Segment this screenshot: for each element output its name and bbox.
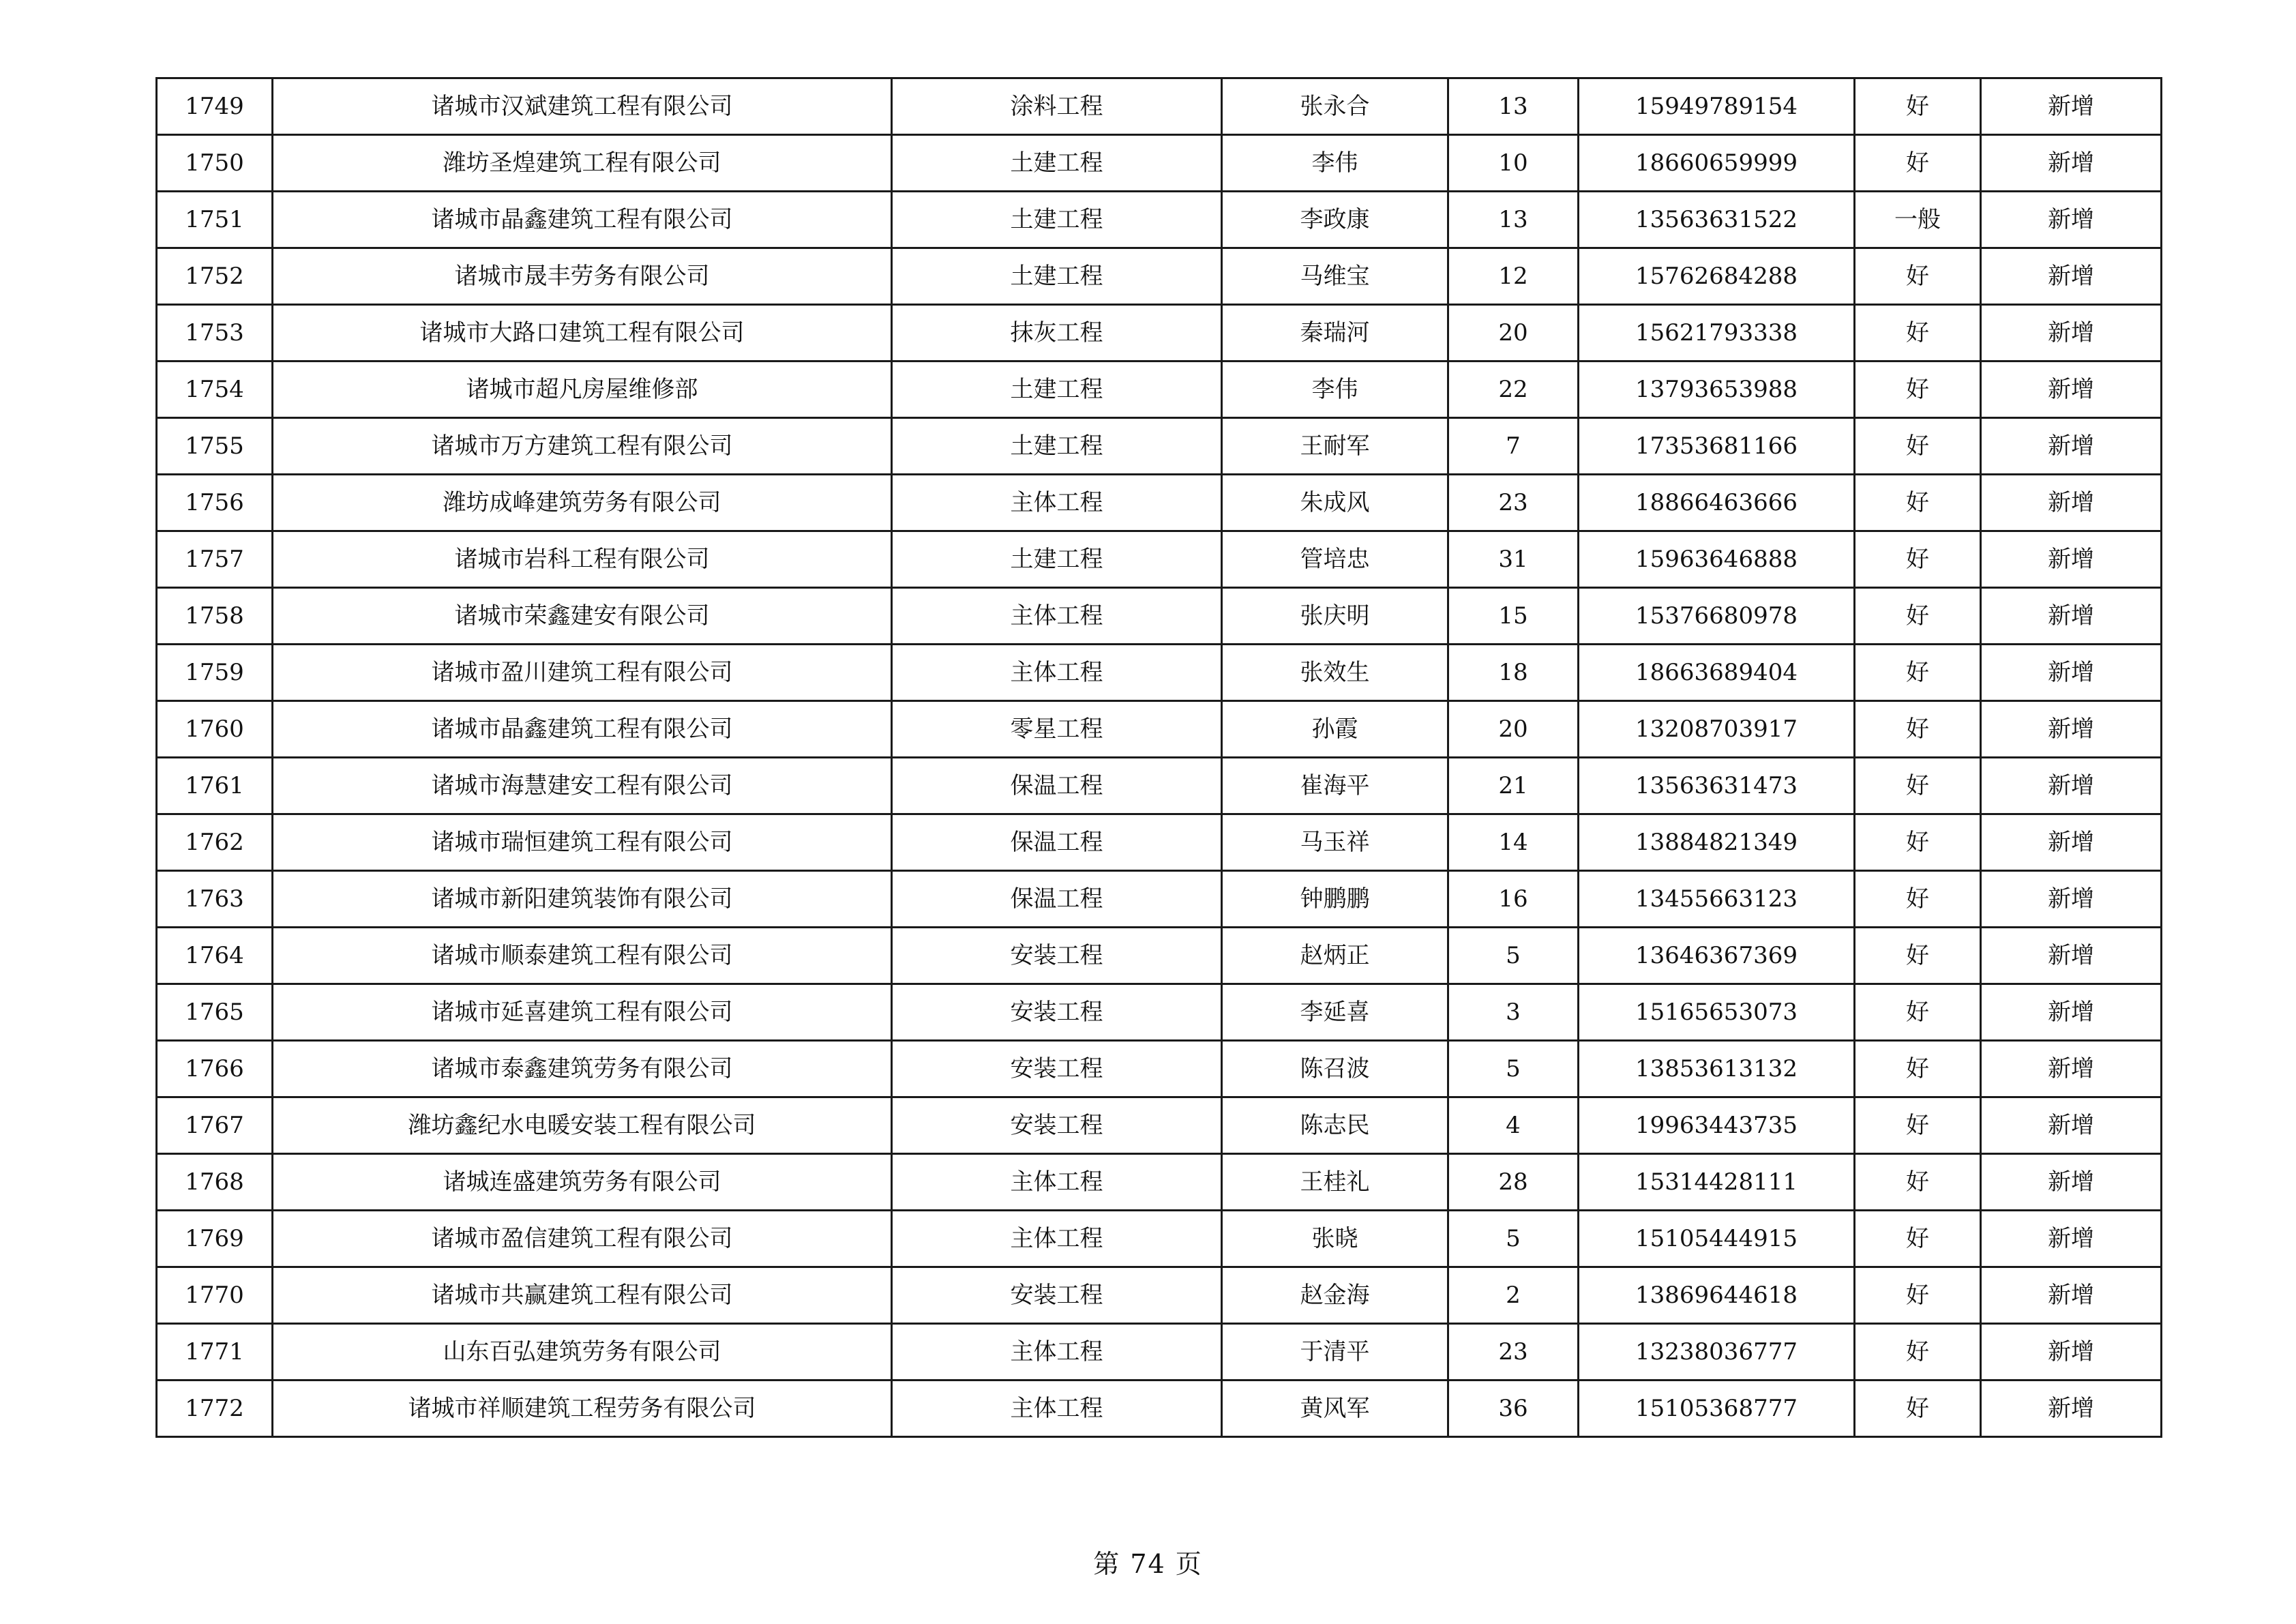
cell-phone: 19963443735: [1579, 1097, 1855, 1154]
cell-serial-no: 1762: [157, 814, 273, 871]
cell-phone: 15963646888: [1579, 531, 1855, 588]
cell-contact-person: 管培忠: [1222, 531, 1448, 588]
cell-work-type: 安装工程: [892, 1097, 1222, 1154]
table-row: [157, 871, 2162, 928]
cell-status: 新增: [1981, 192, 2162, 248]
table-row: [157, 928, 2162, 984]
cell-work-type: 主体工程: [892, 1154, 1222, 1211]
cell-phone: 17353681166: [1579, 418, 1855, 475]
cell-serial-no: 1750: [157, 135, 273, 192]
cell-contact-person: 张庆明: [1222, 588, 1448, 645]
cell-company-name: 诸城市泰鑫建筑劳务有限公司: [273, 1041, 892, 1097]
cell-contact-person: 赵炳正: [1222, 928, 1448, 984]
table-row: [157, 1211, 2162, 1267]
cell-contact-person: 马玉祥: [1222, 814, 1448, 871]
cell-contact-person: 张晓: [1222, 1211, 1448, 1267]
cell-serial-no: 1760: [157, 701, 273, 758]
cell-phone: 13869644618: [1579, 1267, 1855, 1324]
cell-company-name: 诸城市共赢建筑工程有限公司: [273, 1267, 892, 1324]
cell-serial-no: 1768: [157, 1154, 273, 1211]
cell-status: 新增: [1981, 701, 2162, 758]
table-row: [157, 135, 2162, 192]
cell-phone: 13238036777: [1579, 1324, 1855, 1381]
cell-contact-person: 于清平: [1222, 1324, 1448, 1381]
cell-work-type: 主体工程: [892, 475, 1222, 531]
cell-serial-no: 1757: [157, 531, 273, 588]
cell-contact-person: 李政康: [1222, 192, 1448, 248]
cell-count: 31: [1448, 531, 1579, 588]
table-row: [157, 361, 2162, 418]
page-number: 第 74 页: [1093, 1549, 1203, 1579]
cell-status: 新增: [1981, 135, 2162, 192]
cell-count: 21: [1448, 758, 1579, 814]
table-row: [157, 758, 2162, 814]
cell-count: 4: [1448, 1097, 1579, 1154]
cell-company-name: 潍坊成峰建筑劳务有限公司: [273, 475, 892, 531]
cell-count: 5: [1448, 1041, 1579, 1097]
cell-contact-person: 王桂礼: [1222, 1154, 1448, 1211]
cell-count: 23: [1448, 1324, 1579, 1381]
cell-count: 18: [1448, 645, 1579, 701]
cell-count: 10: [1448, 135, 1579, 192]
table-row: [157, 588, 2162, 645]
cell-count: 14: [1448, 814, 1579, 871]
cell-serial-no: 1766: [157, 1041, 273, 1097]
cell-rating: 好: [1855, 588, 1981, 645]
cell-contact-person: 钟鹏鹏: [1222, 871, 1448, 928]
cell-phone: 13208703917: [1579, 701, 1855, 758]
cell-count: 3: [1448, 984, 1579, 1041]
cell-company-name: 诸城市晶鑫建筑工程有限公司: [273, 192, 892, 248]
cell-phone: 18866463666: [1579, 475, 1855, 531]
cell-work-type: 零星工程: [892, 701, 1222, 758]
cell-serial-no: 1761: [157, 758, 273, 814]
table-row: [157, 814, 2162, 871]
cell-count: 2: [1448, 1267, 1579, 1324]
cell-company-name: 潍坊鑫纪水电暖安装工程有限公司: [273, 1097, 892, 1154]
cell-count: 28: [1448, 1154, 1579, 1211]
cell-serial-no: 1765: [157, 984, 273, 1041]
cell-contact-person: 王耐军: [1222, 418, 1448, 475]
cell-company-name: 诸城市祥顺建筑工程劳务有限公司: [273, 1381, 892, 1437]
cell-count: 36: [1448, 1381, 1579, 1437]
cell-contact-person: 赵金海: [1222, 1267, 1448, 1324]
cell-work-type: 抹灰工程: [892, 305, 1222, 361]
cell-status: 新增: [1981, 758, 2162, 814]
cell-serial-no: 1755: [157, 418, 273, 475]
cell-status: 新增: [1981, 871, 2162, 928]
cell-status: 新增: [1981, 984, 2162, 1041]
cell-serial-no: 1756: [157, 475, 273, 531]
cell-contact-person: 朱成风: [1222, 475, 1448, 531]
cell-phone: 18663689404: [1579, 645, 1855, 701]
cell-contact-person: 马维宝: [1222, 248, 1448, 305]
cell-company-name: 潍坊圣煌建筑工程有限公司: [273, 135, 892, 192]
table-row: [157, 1267, 2162, 1324]
cell-contact-person: 陈召波: [1222, 1041, 1448, 1097]
cell-rating: 好: [1855, 1324, 1981, 1381]
cell-rating: 好: [1855, 645, 1981, 701]
cell-company-name: 诸城市盈川建筑工程有限公司: [273, 645, 892, 701]
cell-status: 新增: [1981, 588, 2162, 645]
table-row: [157, 531, 2162, 588]
cell-serial-no: 1753: [157, 305, 273, 361]
cell-rating: 好: [1855, 1381, 1981, 1437]
table-row: [157, 1041, 2162, 1097]
cell-phone: 15762684288: [1579, 248, 1855, 305]
cell-contact-person: 秦瑞河: [1222, 305, 1448, 361]
cell-count: 5: [1448, 1211, 1579, 1267]
cell-company-name: 诸城市顺泰建筑工程有限公司: [273, 928, 892, 984]
cell-company-name: 诸城市晟丰劳务有限公司: [273, 248, 892, 305]
cell-serial-no: 1752: [157, 248, 273, 305]
cell-rating: 好: [1855, 984, 1981, 1041]
cell-serial-no: 1767: [157, 1097, 273, 1154]
cell-contact-person: 李伟: [1222, 361, 1448, 418]
cell-company-name: 诸城市延喜建筑工程有限公司: [273, 984, 892, 1041]
cell-rating: 好: [1855, 814, 1981, 871]
cell-rating: 好: [1855, 758, 1981, 814]
cell-phone: 13563631473: [1579, 758, 1855, 814]
cell-rating: 好: [1855, 475, 1981, 531]
cell-company-name: 诸城市新阳建筑装饰有限公司: [273, 871, 892, 928]
cell-company-name: 诸城市超凡房屋维修部: [273, 361, 892, 418]
cell-company-name: 诸城市汉斌建筑工程有限公司: [273, 78, 892, 135]
table-row: [157, 475, 2162, 531]
cell-company-name: 诸城市万方建筑工程有限公司: [273, 418, 892, 475]
cell-serial-no: 1770: [157, 1267, 273, 1324]
cell-rating: 好: [1855, 1267, 1981, 1324]
cell-contact-person: 李延喜: [1222, 984, 1448, 1041]
cell-work-type: 主体工程: [892, 1381, 1222, 1437]
cell-rating: 好: [1855, 701, 1981, 758]
cell-status: 新增: [1981, 814, 2162, 871]
cell-count: 15: [1448, 588, 1579, 645]
cell-rating: 好: [1855, 305, 1981, 361]
cell-work-type: 安装工程: [892, 1267, 1222, 1324]
cell-rating: 好: [1855, 135, 1981, 192]
cell-serial-no: 1751: [157, 192, 273, 248]
cell-rating: 好: [1855, 928, 1981, 984]
table-row: [157, 305, 2162, 361]
cell-count: 5: [1448, 928, 1579, 984]
cell-serial-no: 1771: [157, 1324, 273, 1381]
cell-company-name: 诸城连盛建筑劳务有限公司: [273, 1154, 892, 1211]
cell-serial-no: 1749: [157, 78, 273, 135]
cell-count: 13: [1448, 78, 1579, 135]
cell-company-name: 诸城市瑞恒建筑工程有限公司: [273, 814, 892, 871]
cell-work-type: 保温工程: [892, 758, 1222, 814]
table-row: [157, 192, 2162, 248]
table-row: [157, 1381, 2162, 1437]
cell-status: 新增: [1981, 1324, 2162, 1381]
cell-status: 新增: [1981, 928, 2162, 984]
table-row: [157, 248, 2162, 305]
cell-count: 20: [1448, 701, 1579, 758]
cell-work-type: 涂料工程: [892, 78, 1222, 135]
cell-rating: 好: [1855, 78, 1981, 135]
cell-contact-person: 李伟: [1222, 135, 1448, 192]
cell-rating: 好: [1855, 531, 1981, 588]
cell-serial-no: 1769: [157, 1211, 273, 1267]
cell-phone: 15105368777: [1579, 1381, 1855, 1437]
cell-company-name: 诸城市盈信建筑工程有限公司: [273, 1211, 892, 1267]
cell-status: 新增: [1981, 475, 2162, 531]
cell-company-name: 诸城市晶鑫建筑工程有限公司: [273, 701, 892, 758]
cell-phone: 15621793338: [1579, 305, 1855, 361]
cell-company-name: 诸城市大路口建筑工程有限公司: [273, 305, 892, 361]
cell-serial-no: 1772: [157, 1381, 273, 1437]
cell-phone: 13884821349: [1579, 814, 1855, 871]
cell-phone: 13646367369: [1579, 928, 1855, 984]
cell-work-type: 主体工程: [892, 645, 1222, 701]
cell-serial-no: 1759: [157, 645, 273, 701]
cell-phone: 18660659999: [1579, 135, 1855, 192]
cell-rating: 好: [1855, 1097, 1981, 1154]
table-row: [157, 1154, 2162, 1211]
cell-phone: 15949789154: [1579, 78, 1855, 135]
cell-phone: 13853613132: [1579, 1041, 1855, 1097]
cell-count: 23: [1448, 475, 1579, 531]
cell-rating: 好: [1855, 1041, 1981, 1097]
cell-status: 新增: [1981, 1267, 2162, 1324]
cell-status: 新增: [1981, 1097, 2162, 1154]
cell-status: 新增: [1981, 78, 2162, 135]
cell-phone: 15105444915: [1579, 1211, 1855, 1267]
cell-count: 13: [1448, 192, 1579, 248]
table-row: [157, 984, 2162, 1041]
cell-contact-person: 黄风军: [1222, 1381, 1448, 1437]
cell-status: 新增: [1981, 1154, 2162, 1211]
cell-rating: 好: [1855, 871, 1981, 928]
cell-contact-person: 张效生: [1222, 645, 1448, 701]
table-row: [157, 701, 2162, 758]
cell-company-name: 诸城市岩科工程有限公司: [273, 531, 892, 588]
cell-status: 新增: [1981, 645, 2162, 701]
table-row: [157, 645, 2162, 701]
cell-status: 新增: [1981, 305, 2162, 361]
cell-company-name: 山东百弘建筑劳务有限公司: [273, 1324, 892, 1381]
cell-work-type: 土建工程: [892, 418, 1222, 475]
table-row: [157, 1324, 2162, 1381]
cell-serial-no: 1758: [157, 588, 273, 645]
cell-work-type: 保温工程: [892, 814, 1222, 871]
table-row: [157, 1097, 2162, 1154]
cell-serial-no: 1763: [157, 871, 273, 928]
cell-work-type: 土建工程: [892, 531, 1222, 588]
cell-count: 7: [1448, 418, 1579, 475]
cell-status: 新增: [1981, 1211, 2162, 1267]
cell-phone: 13563631522: [1579, 192, 1855, 248]
cell-work-type: 主体工程: [892, 588, 1222, 645]
cell-status: 新增: [1981, 531, 2162, 588]
cell-phone: 13793653988: [1579, 361, 1855, 418]
cell-phone: 13455663123: [1579, 871, 1855, 928]
cell-company-name: 诸城市荣鑫建安有限公司: [273, 588, 892, 645]
cell-phone: 15376680978: [1579, 588, 1855, 645]
cell-contact-person: 张永合: [1222, 78, 1448, 135]
cell-count: 20: [1448, 305, 1579, 361]
cell-status: 新增: [1981, 418, 2162, 475]
table-row: [157, 78, 2162, 135]
cell-rating: 好: [1855, 361, 1981, 418]
cell-work-type: 土建工程: [892, 361, 1222, 418]
cell-phone: 15165653073: [1579, 984, 1855, 1041]
cell-status: 新增: [1981, 248, 2162, 305]
cell-serial-no: 1764: [157, 928, 273, 984]
cell-rating: 好: [1855, 248, 1981, 305]
cell-work-type: 安装工程: [892, 928, 1222, 984]
cell-status: 新增: [1981, 361, 2162, 418]
contractor-table: [155, 77, 2162, 1438]
table-row: [157, 418, 2162, 475]
cell-rating: 好: [1855, 418, 1981, 475]
table-body: [157, 78, 2162, 1437]
cell-status: 新增: [1981, 1041, 2162, 1097]
cell-work-type: 安装工程: [892, 1041, 1222, 1097]
cell-company-name: 诸城市海慧建安工程有限公司: [273, 758, 892, 814]
cell-work-type: 主体工程: [892, 1211, 1222, 1267]
cell-contact-person: 陈志民: [1222, 1097, 1448, 1154]
cell-contact-person: 崔海平: [1222, 758, 1448, 814]
cell-count: 16: [1448, 871, 1579, 928]
cell-work-type: 土建工程: [892, 135, 1222, 192]
cell-count: 12: [1448, 248, 1579, 305]
cell-rating: 好: [1855, 1154, 1981, 1211]
cell-work-type: 土建工程: [892, 192, 1222, 248]
cell-work-type: 保温工程: [892, 871, 1222, 928]
cell-work-type: 主体工程: [892, 1324, 1222, 1381]
cell-phone: 15314428111: [1579, 1154, 1855, 1211]
cell-rating: 一般: [1855, 192, 1981, 248]
cell-contact-person: 孙霞: [1222, 701, 1448, 758]
cell-work-type: 安装工程: [892, 984, 1222, 1041]
cell-serial-no: 1754: [157, 361, 273, 418]
cell-rating: 好: [1855, 1211, 1981, 1267]
cell-status: 新增: [1981, 1381, 2162, 1437]
cell-count: 22: [1448, 361, 1579, 418]
cell-work-type: 土建工程: [892, 248, 1222, 305]
